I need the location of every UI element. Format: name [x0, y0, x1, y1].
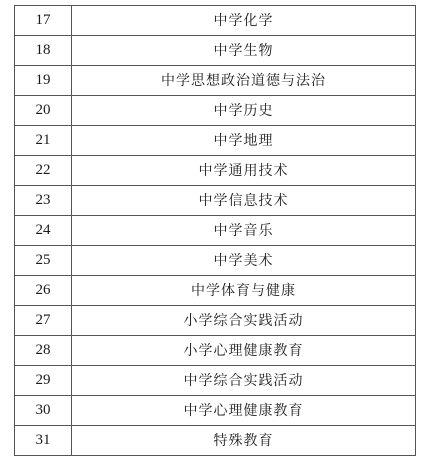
subject-name: 中学信息技术	[72, 186, 416, 216]
subject-name: 中学综合实践活动	[72, 366, 416, 396]
table-row	[15, 126, 416, 156]
table-body	[15, 6, 416, 456]
table-row	[15, 396, 416, 426]
row-number: 21	[15, 126, 72, 156]
subject-name: 中学历史	[72, 96, 416, 126]
table-row	[15, 336, 416, 366]
subject-name: 中学心理健康教育	[72, 396, 416, 426]
subject-name: 中学生物	[72, 36, 416, 66]
row-number: 31	[15, 426, 72, 456]
table-row	[15, 96, 416, 126]
row-number: 25	[15, 246, 72, 276]
subject-name: 小学综合实践活动	[72, 306, 416, 336]
row-number: 22	[15, 156, 72, 186]
table-row	[15, 246, 416, 276]
table-row	[15, 186, 416, 216]
row-number: 30	[15, 396, 72, 426]
row-number: 28	[15, 336, 72, 366]
subject-name: 小学心理健康教育	[72, 336, 416, 366]
subject-name: 中学美术	[72, 246, 416, 276]
subject-name: 中学思想政治道德与法治	[72, 66, 416, 96]
row-number: 24	[15, 216, 72, 246]
row-number: 17	[15, 6, 72, 36]
row-number: 29	[15, 366, 72, 396]
row-number: 27	[15, 306, 72, 336]
table-row	[15, 66, 416, 96]
table-row	[15, 276, 416, 306]
subject-table	[14, 5, 416, 456]
table-row	[15, 6, 416, 36]
row-number: 19	[15, 66, 72, 96]
table-row	[15, 216, 416, 246]
table-row	[15, 36, 416, 66]
row-number: 26	[15, 276, 72, 306]
row-number: 23	[15, 186, 72, 216]
subject-name: 中学通用技术	[72, 156, 416, 186]
subject-name: 中学音乐	[72, 216, 416, 246]
subject-name: 中学体育与健康	[72, 276, 416, 306]
table-row	[15, 306, 416, 336]
row-number: 18	[15, 36, 72, 66]
subject-name: 中学地理	[72, 126, 416, 156]
table-row	[15, 366, 416, 396]
subject-name: 特殊教育	[72, 426, 416, 456]
table-row	[15, 156, 416, 186]
row-number: 20	[15, 96, 72, 126]
subject-name: 中学化学	[72, 6, 416, 36]
table-row	[15, 426, 416, 456]
